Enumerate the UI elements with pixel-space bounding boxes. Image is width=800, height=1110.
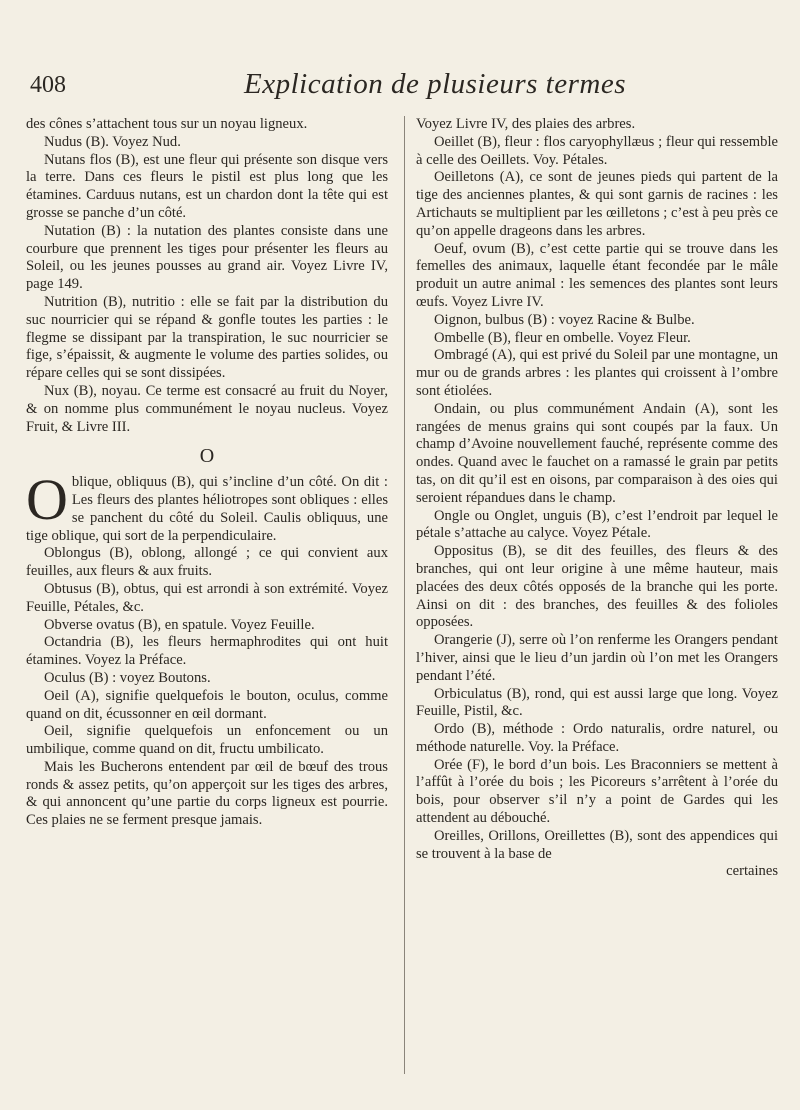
entry-paragraph: Obverse ovatus (B), en spatule. Voyez Feuille. (44, 616, 315, 633)
entry-paragraph: Nutation (B) : la nutation des plantes consiste dans une courbure que prennent les tiges pour présenter les fleurs au Soleil, ou les jeunes pousses au grand air. Voyez Livre IV, page 149. (26, 222, 388, 293)
entry-paragraph: Nux (B), noyau. Ce terme est consacré au fruit du Noyer, & on nomme plus communément le noyau nucleus. Voyez Fruit, & Livre III. (26, 382, 388, 435)
entry-paragraph: Oeuf, ovum (B), c’est cette partie qui se trouve dans les femelles des animaux, laquelle étant fecondée par le mâle produit un autre animal : les semences des plantes sont leurs œufs. Voyez Livre IV. (416, 240, 778, 310)
entry-paragraph: Oignon, bulbus (B) : voyez Racine & Bulbe. (434, 311, 695, 328)
entry-paragraph: Oeilletons (A), ce sont de jeunes pieds qui partent de la tige des anciennes plantes, & qui sont garnis de racines : les Artichauts se multiplient par les œilletons ; c’est à peu près ce qu’on appelle drageons dans les arbres. (416, 169, 778, 239)
running-title: Explication de plusieurs termes (244, 68, 626, 100)
entry-paragraph: Oblongus (B), oblong, allongé ; ce qui convient aux feuilles, aux fleurs & aux fruits. (26, 545, 388, 580)
entry-paragraph: Nutans flos (B), est une fleur qui présente son disque vers la terre. Dans ces fleurs le pistil est plus long que les étamines. Carduus nutans, est un chardon dont la tête qui est grosse se panche d’un côté. (26, 151, 388, 221)
entry-paragraph: Nudus (B). Voyez Nud. (44, 133, 181, 150)
entry-paragraph: Ombelle (B), fleur en ombelle. Voyez Fleur. (434, 329, 691, 346)
entry-paragraph: Orangerie (J), serre où l’on renferme les Orangers pendant l’hiver, ainsi que le lieu d’un jardin où l’on met les Orangers pendant l’été. (416, 632, 778, 684)
entry-paragraph: des cônes s’attachent tous sur un noyau ligneux. (26, 116, 308, 132)
entry-paragraph: Oreilles, Orillons, Oreillettes (B), sont des appendices qui se trouvent à la base de (416, 827, 778, 862)
entry-paragraph: Mais les Bucherons entendent par œil de bœuf des trous ronds & assez petits, qu’on apperçoit sur les tiges des arbres, & qui annoncent qu’une partie du corps ligneux est pourrie. Ces plaies ne se ferment presque jamais. (26, 758, 388, 829)
entry-paragraph: Ordo (B), méthode : Ordo naturalis, ordre naturel, ou méthode naturelle. Voy. la Préface. (416, 721, 778, 755)
entry-paragraph: Ongle ou Onglet, unguis (B), c’est l’endroit par lequel le pétale s’attache au calyce. Voyez Pétale. (416, 507, 778, 542)
entry-text: blique, obliquus (B), qui s’incline d’un côté. On dit : Les fleurs des plantes héliotropes sont obliques : elles se panchent du côté du Soleil. Caulis obliquus, une tige oblique, qui sort de la perpendiculaire. (26, 474, 388, 544)
page-number: 408 (30, 72, 66, 98)
entry-paragraph: Obtusus (B), obtus, qui est arrondi à son extrémité. Voyez Feuille, Pétales, &c. (26, 580, 388, 615)
entry-paragraph: Nutrition (B), nutritio : elle se fait par la distribution du suc nourricier qui se répand & gonfle toutes les parties : le flegme se dissipant par la transpiration, le suc nourricier se fige, s’épaissit, & augmente le volume des parties solides, ou répare celles qui se sont dissipées. (26, 293, 388, 382)
page-header (30, 68, 770, 108)
column-divider (404, 116, 405, 1074)
entry-paragraph: Voyez Livre IV, des plaies des arbres. (416, 116, 636, 132)
catchword: certaines (726, 863, 778, 880)
left-column (26, 116, 388, 1076)
entry-paragraph: Ombragé (A), qui est privé du Soleil par une montagne, un mur ou de grands arbres : les plantes qui croissent à l’ombre sont étiolées. (416, 347, 778, 399)
section-letter: O (199, 445, 215, 468)
entry-paragraph: Orée (F), le bord d’un bois. Les Braconniers se mettent à l’affût à l’orée du bois ; les Picoreurs s’arrêtent à l’orée du bois, pour observer s’il n’y a point de Gardes qui les attendent au débouché. (416, 756, 778, 827)
entry-paragraph: Oculus (B) : voyez Boutons. (44, 669, 211, 686)
right-column (416, 116, 778, 1076)
entry-paragraph: Orbiculatus (B), rond, qui est aussi large que long. Voyez Feuille, Pistil, &c. (416, 685, 778, 720)
entry-paragraph: Oeil (A), signifie quelquefois le bouton, oculus, comme quand on dit, écussonner en œil dormant. (26, 687, 388, 722)
entry-paragraph: Oeillet (B), fleur : flos caryophyllæus ; fleur qui ressemble à celle des Oeillets. Voy. Pétales. (416, 133, 778, 168)
entry-paragraph (26, 467, 388, 545)
entry-paragraph: Octandria (B), les fleurs hermaphrodites qui ont huit étamines. Voyez la Préface. (26, 634, 388, 669)
entry-paragraph: Oppositus (B), se dit des feuilles, des fleurs & des branches, qui ont leur origine à une même hauteur, mais placées des deux côtés opposés de la branche qui les porte. Ainsi on dit : des branches, des feuilles & des folioles opposées. (416, 543, 778, 631)
entry-paragraph: Oeil, signifie quelquefois un enfoncement ou un umbilique, comme quand on dit, fructu umbilicato. (26, 723, 388, 758)
drop-cap: O (26, 467, 68, 533)
entry-paragraph: Ondain, ou plus communément Andain (A), sont les rangées de menus grains qui sont coupés par la faux. Un champ d’Avoine nouvellement fauché, représente comme des ondes. Quand avec le fauchet on a ramassé le grain par petits tas, on dit qu’il est en oisons, par comparaison à des oies qui seroient répandues dans le champ. (416, 400, 778, 506)
